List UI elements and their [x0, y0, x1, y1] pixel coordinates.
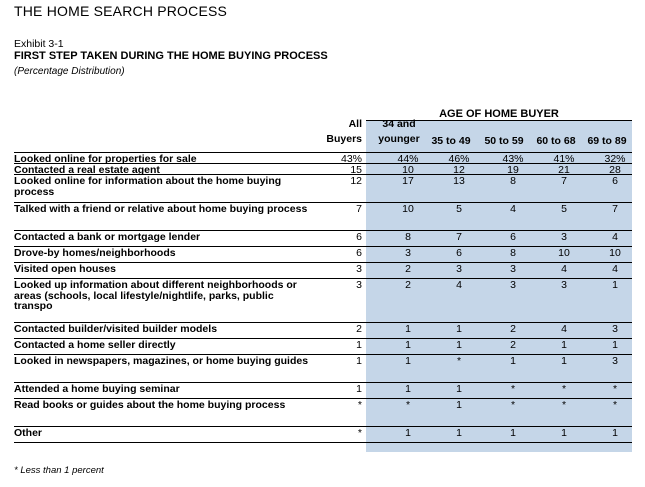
- cell-all: 7: [356, 203, 362, 215]
- cell-69-89: 6: [612, 175, 618, 187]
- table-row: [14, 382, 632, 398]
- table-row: [14, 202, 632, 230]
- col-34-younger-line1: 34 and: [382, 118, 416, 130]
- cell-60-68: 4: [561, 263, 567, 275]
- row-label: Contacted a bank or mortgage lender: [14, 231, 201, 243]
- cell-34-younger: 2: [405, 263, 411, 275]
- row-label: Contacted a home seller directly: [14, 339, 176, 351]
- cell-35-49: 3: [456, 263, 462, 275]
- age-group-header: AGE OF HOME BUYER: [439, 108, 559, 120]
- cell-69-89: 1: [612, 427, 618, 439]
- col-all-line1: All: [348, 118, 362, 130]
- cell-60-68: 21: [558, 164, 570, 176]
- cell-50-59: 3: [510, 279, 516, 291]
- cell-69-89: 1: [612, 279, 618, 291]
- table-row: [14, 230, 632, 246]
- table-row: [14, 426, 632, 443]
- cell-60-68: 1: [561, 339, 567, 351]
- table-row: [14, 278, 632, 322]
- cell-50-59: *: [510, 383, 516, 395]
- cell-60-68: 7: [561, 175, 567, 187]
- cell-69-89: 10: [609, 247, 621, 259]
- cell-all: 43%: [340, 153, 362, 165]
- cell-35-49: 7: [456, 231, 462, 243]
- col-all-line2: Buyers: [326, 133, 362, 145]
- cell-50-59: 4: [510, 203, 516, 215]
- row-label: Attended a home buying seminar: [14, 383, 180, 395]
- cell-60-68: 41%: [553, 153, 575, 165]
- cell-all: 15: [350, 164, 362, 176]
- cell-60-68: 1: [561, 355, 567, 367]
- cell-50-59: 19: [507, 164, 519, 176]
- row-label: Contacted a real estate agent: [14, 164, 160, 176]
- cell-60-68: 5: [561, 203, 567, 215]
- cell-50-59: 3: [510, 263, 516, 275]
- cell-35-49: 46%: [448, 153, 470, 165]
- row-label: Other: [14, 427, 43, 439]
- cell-35-49: 13: [453, 175, 465, 187]
- table-row: [14, 338, 632, 354]
- cell-69-89: *: [612, 383, 618, 395]
- cell-50-59: 1: [510, 427, 516, 439]
- table-row: [14, 354, 632, 382]
- cell-69-89: 1: [612, 339, 618, 351]
- footnote: * Less than 1 percent: [14, 465, 104, 476]
- cell-34-younger: 10: [402, 203, 414, 215]
- data-table: [14, 152, 632, 443]
- row-label: Read books or guides about the home buying process: [14, 399, 286, 411]
- cell-50-59: 6: [510, 231, 516, 243]
- table-row: [14, 262, 632, 278]
- cell-34-younger: 17: [402, 175, 414, 187]
- cell-50-59: *: [510, 399, 516, 411]
- cell-34-younger: 1: [405, 339, 411, 351]
- cell-all: 1: [356, 355, 362, 367]
- cell-60-68: 4: [561, 323, 567, 335]
- cell-34-younger: 2: [405, 279, 411, 291]
- cell-all: 3: [356, 263, 362, 275]
- cell-all: 6: [356, 247, 362, 259]
- col-50-59: 50 to 59: [484, 135, 524, 147]
- cell-35-49: 1: [456, 323, 462, 335]
- cell-50-59: 8: [510, 247, 516, 259]
- col-69-89: 69 to 89: [587, 135, 627, 147]
- cell-35-49: 1: [456, 399, 462, 411]
- cell-35-49: *: [456, 355, 462, 367]
- cell-35-49: 6: [456, 247, 462, 259]
- cell-all: 2: [356, 323, 362, 335]
- table-row: [14, 322, 632, 338]
- cell-69-89: 3: [612, 355, 618, 367]
- cell-34-younger: 8: [405, 231, 411, 243]
- row-label: Visited open houses: [14, 263, 116, 275]
- exhibit-title: FIRST STEP TAKEN DURING THE HOME BUYING PROCESS: [14, 50, 328, 62]
- cell-69-89: 4: [612, 263, 618, 275]
- cell-69-89: 4: [612, 231, 618, 243]
- page-header-title: THE HOME SEARCH PROCESS: [14, 3, 228, 19]
- cell-34-younger: *: [405, 399, 411, 411]
- row-label: Looked up information about different neighborhoods or areas (schools, local lifestyle/nightlife, parks, public transpo: [14, 279, 297, 312]
- col-34-younger-line2: younger: [378, 133, 420, 145]
- cell-60-68: *: [561, 383, 567, 395]
- cell-60-68: *: [561, 399, 567, 411]
- table-row: [14, 163, 632, 174]
- cell-60-68: 3: [561, 279, 567, 291]
- cell-all: 1: [356, 339, 362, 351]
- cell-60-68: 10: [558, 247, 570, 259]
- cell-all: *: [357, 427, 362, 439]
- cell-69-89: 32%: [604, 153, 626, 165]
- cell-34-younger: 1: [405, 323, 411, 335]
- col-60-68: 60 to 68: [536, 135, 576, 147]
- cell-50-59: 2: [510, 323, 516, 335]
- cell-50-59: 8: [510, 175, 516, 187]
- cell-50-59: 1: [510, 355, 516, 367]
- cell-all: *: [357, 399, 362, 411]
- cell-all: 1: [356, 383, 362, 395]
- cell-34-younger: 1: [405, 427, 411, 439]
- cell-60-68: 1: [561, 427, 567, 439]
- cell-69-89: 3: [612, 323, 618, 335]
- row-label: Talked with a friend or relative about home buying process: [14, 203, 308, 215]
- row-label: Contacted builder/visited builder models: [14, 323, 218, 335]
- cell-34-younger: 3: [405, 247, 411, 259]
- row-label: Looked online for properties for sale: [14, 153, 197, 165]
- row-label: Looked in newspapers, magazines, or home buying guides: [14, 355, 309, 367]
- row-label: Drove-by homes/neighborhoods: [14, 247, 176, 259]
- cell-35-49: 12: [453, 164, 465, 176]
- cell-69-89: 28: [609, 164, 621, 176]
- cell-35-49: 1: [456, 339, 462, 351]
- cell-all: 3: [356, 279, 362, 291]
- cell-35-49: 1: [456, 383, 462, 395]
- cell-35-49: 1: [456, 427, 462, 439]
- exhibit-label: Exhibit 3-1: [14, 38, 64, 50]
- cell-69-89: *: [612, 399, 618, 411]
- cell-34-younger: 1: [405, 383, 411, 395]
- cell-50-59: 2: [510, 339, 516, 351]
- cell-all: 12: [350, 175, 362, 187]
- cell-50-59: 43%: [502, 153, 524, 165]
- col-35-49: 35 to 49: [431, 135, 471, 147]
- cell-35-49: 5: [456, 203, 462, 215]
- table-row: [14, 246, 632, 262]
- exhibit-subtitle: (Percentage Distribution): [14, 66, 125, 77]
- cell-34-younger: 1: [405, 355, 411, 367]
- table-row: [14, 152, 632, 163]
- row-label: Looked online for information about the home buying process: [14, 175, 282, 198]
- table-row: [14, 174, 632, 202]
- cell-all: 6: [356, 231, 362, 243]
- table-row: [14, 398, 632, 426]
- cell-60-68: 3: [561, 231, 567, 243]
- cell-35-49: 4: [456, 279, 462, 291]
- cell-34-younger: 10: [402, 164, 414, 176]
- cell-34-younger: 44%: [397, 153, 419, 165]
- cell-69-89: 7: [612, 203, 618, 215]
